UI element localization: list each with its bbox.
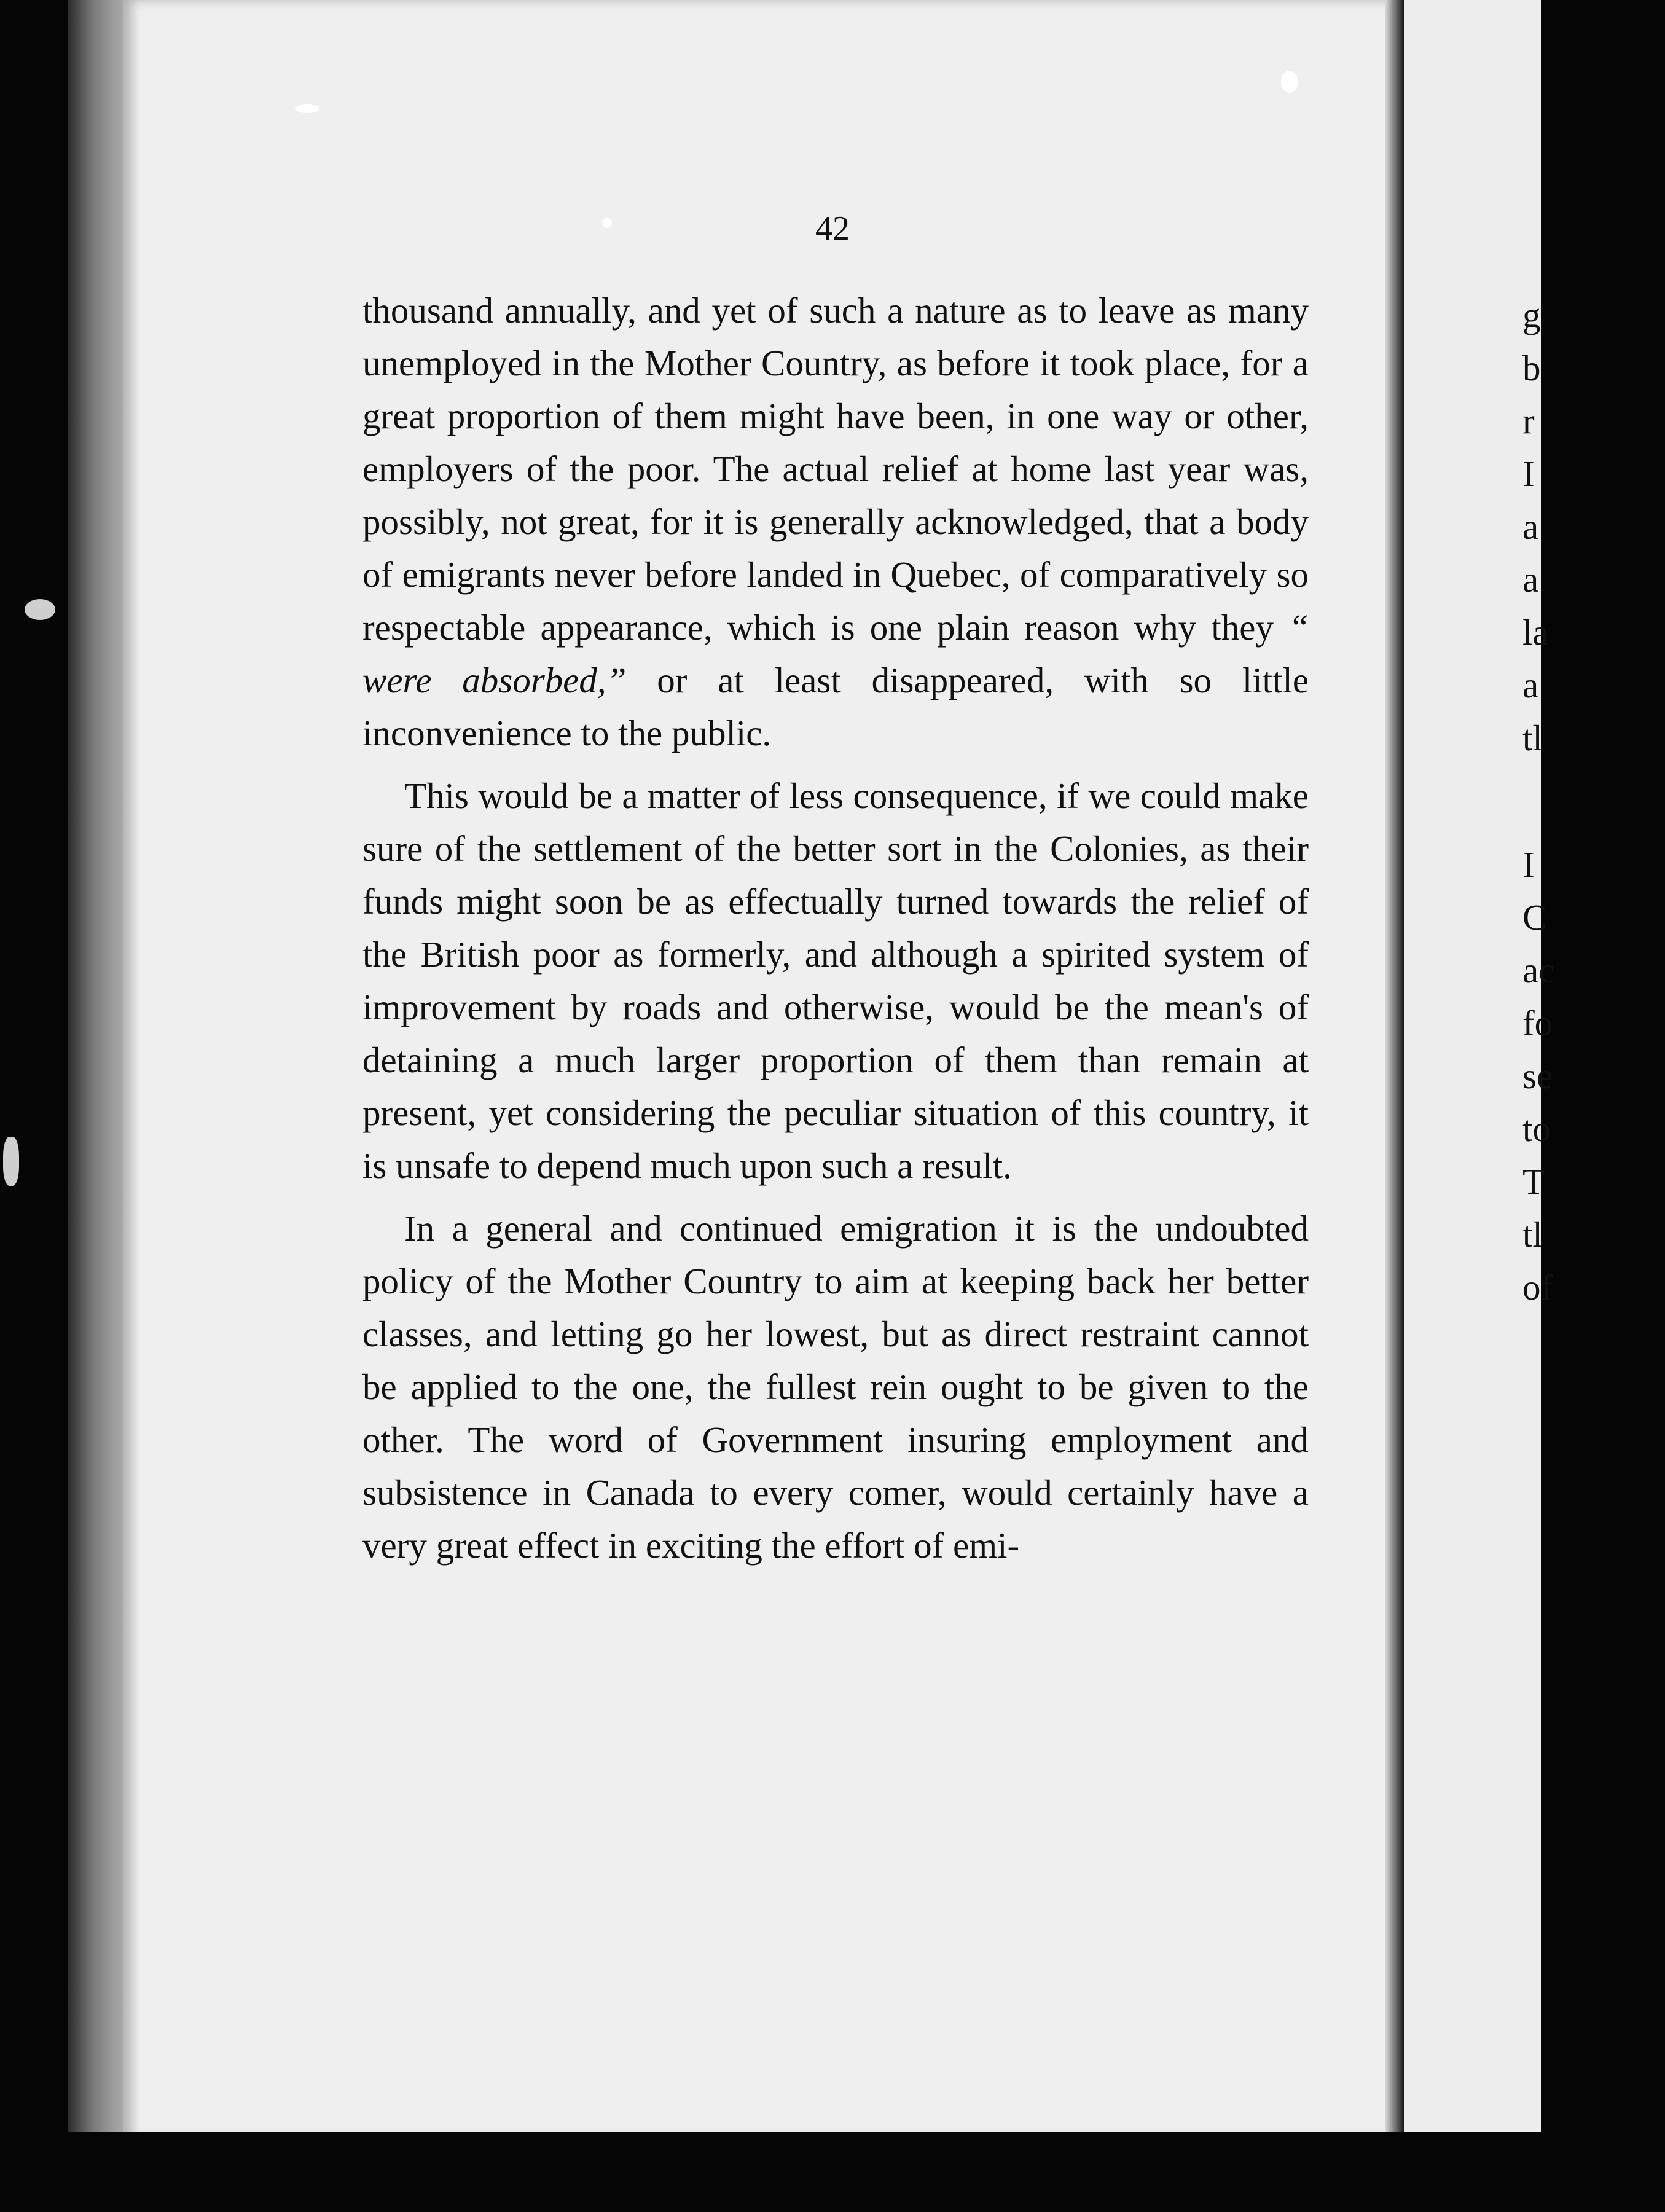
fragment: g — [1522, 295, 1541, 335]
fragment: tl — [1522, 718, 1543, 758]
fragment: r — [1522, 401, 1535, 441]
fragment: T — [1522, 1161, 1545, 1202]
scan-border — [0, 2132, 1541, 2212]
quoted-phrase: “ were absorbed,” — [362, 607, 1309, 700]
fragment: I — [1522, 844, 1535, 885]
fragment-gap — [1522, 764, 1559, 838]
facing-page — [1404, 0, 1541, 2138]
scan-speck — [3, 1137, 19, 1186]
fragment: C — [1522, 897, 1547, 938]
scan-speck — [295, 104, 319, 113]
paragraph-1-text-after: or at least disappeared, with so little inconvenience to the public. — [362, 660, 1309, 753]
paragraph-2: This would be a matter of less consequence, if we could make sure of the settlement of the better sort in the Colonies, as their funds might soon be as effectually turned towards the relief of the British poor as formerly, and although a spirited system of improvement by roads and otherwise, would be the mean's of detaining a much larger proportion of them than remain at present, yet considering the peculiar situation of this country, it is unsafe to depend much upon such a result. — [362, 775, 1309, 1186]
page-number: 42 — [815, 210, 850, 248]
fragment: se — [1522, 1056, 1553, 1096]
paragraph-1 — [362, 284, 1309, 759]
page-fold-shadow — [1385, 0, 1404, 2138]
page-body-text — [362, 284, 1309, 1582]
paragraph-1-text: thousand annually, and yet of such a nature as to leave as many unemployed in the Mother Country, as before it took place, for a great proportion of them might have been, in one way or other, employers of the poor. The actual relief at home last year was, possibly, not great, for it is generally acknowledged, that a body of emigrants never before landed in Quebec, of comparatively so respectable appearance, which is one plain reason why they — [362, 290, 1309, 648]
scan-speck — [25, 599, 55, 620]
fragment: of — [1522, 1267, 1553, 1308]
fragment: a — [1522, 506, 1539, 547]
fragment: a — [1522, 559, 1539, 600]
fragment: ac — [1522, 950, 1555, 990]
fragment: la — [1522, 612, 1549, 653]
fragment: a — [1522, 665, 1539, 705]
scan-speck — [1281, 71, 1298, 93]
fragment: to — [1522, 1108, 1551, 1149]
fragment: b — [1522, 348, 1541, 388]
fragment: fo — [1522, 1003, 1553, 1043]
fragment: tl — [1522, 1214, 1543, 1255]
paragraph-3: In a general and continued emigration it is the undoubted policy of the Mother Country to aim at keeping back her better classes, and letting go her lowest, but as direct restraint cannot be applied to the one, the fullest rein ought to be given to the other. The word of Government insuring employment and subsistence in Canada to every comer, would certainly have a very great effect in exciting the effort of emi- — [362, 1208, 1309, 1566]
facing-page-text-fragments — [1522, 289, 1559, 1314]
fragment: I — [1522, 453, 1535, 494]
